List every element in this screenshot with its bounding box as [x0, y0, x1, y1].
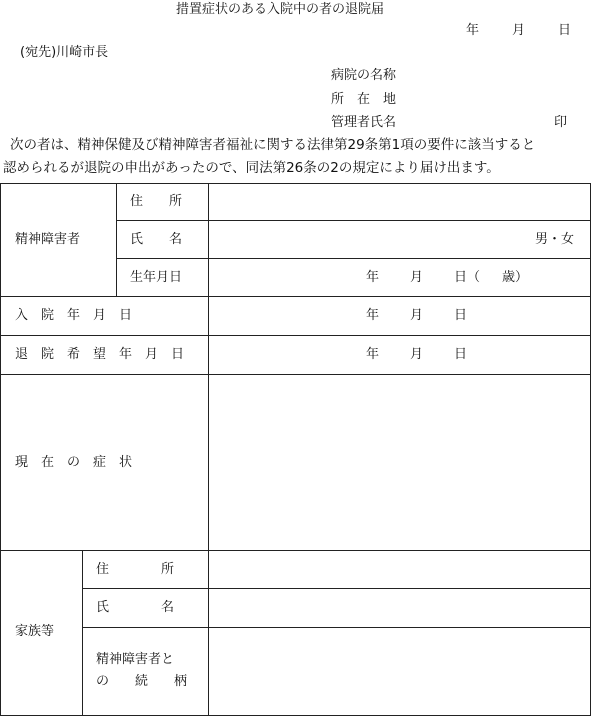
admission-day: 日	[454, 308, 468, 323]
date-day-label: 日	[557, 23, 571, 38]
patient-address-label: 住 所	[130, 194, 183, 209]
patient-name-label: 氏 名	[130, 232, 183, 247]
intro-line-2: 認められるが退院の申出があったので、同法第26条の2の規定により届け出ます。	[3, 160, 500, 176]
addressee: (宛先)川崎市長	[20, 45, 109, 60]
patient-birthdate-label: 生年月日	[130, 270, 183, 285]
discharge-day: 日	[454, 347, 468, 362]
administrator-name-label: 管理者氏名	[331, 115, 397, 130]
admission-date-label: 入 院 年 月 日	[15, 308, 133, 323]
discharge-date-label: 退 院 希 望 年 月 日	[15, 347, 185, 362]
family-relation-label-line1: 精神障害者と	[96, 652, 175, 667]
hospital-location-label: 所 在 地	[331, 92, 397, 107]
form-grid-lines	[0, 183, 592, 716]
birthdate-day: 日（	[454, 270, 481, 285]
discharge-form-table	[0, 183, 591, 716]
patient-group-label: 精神障害者	[15, 232, 81, 247]
seal-mark: 印	[554, 115, 568, 130]
birthdate-year: 年	[366, 270, 380, 285]
birthdate-age: 歳）	[502, 270, 529, 285]
submission-date	[466, 24, 571, 37]
family-group-label: 家族等	[15, 624, 55, 639]
date-month-label: 月	[511, 23, 525, 38]
family-address-label: 住 所	[96, 562, 175, 577]
birthdate-month: 月	[410, 270, 424, 285]
family-name-label: 氏 名	[96, 600, 175, 615]
form-title: 措置症状のある入院中の者の退院届	[175, 2, 384, 17]
patient-gender-options: 男・女	[535, 232, 575, 247]
date-year-label: 年	[466, 23, 480, 38]
discharge-year: 年	[366, 347, 380, 362]
family-relation-label-line2: の 続 柄	[96, 674, 188, 689]
discharge-month: 月	[410, 347, 424, 362]
admission-year: 年	[366, 308, 380, 323]
current-symptoms-label: 現 在 の 症 状	[15, 455, 133, 470]
hospital-name-label: 病院の名称	[331, 68, 397, 83]
intro-line-1: 次の者は、精神保健及び精神障害者福祉に関する法律第29条第1項の要件に該当すると	[10, 137, 536, 153]
admission-month: 月	[410, 308, 424, 323]
